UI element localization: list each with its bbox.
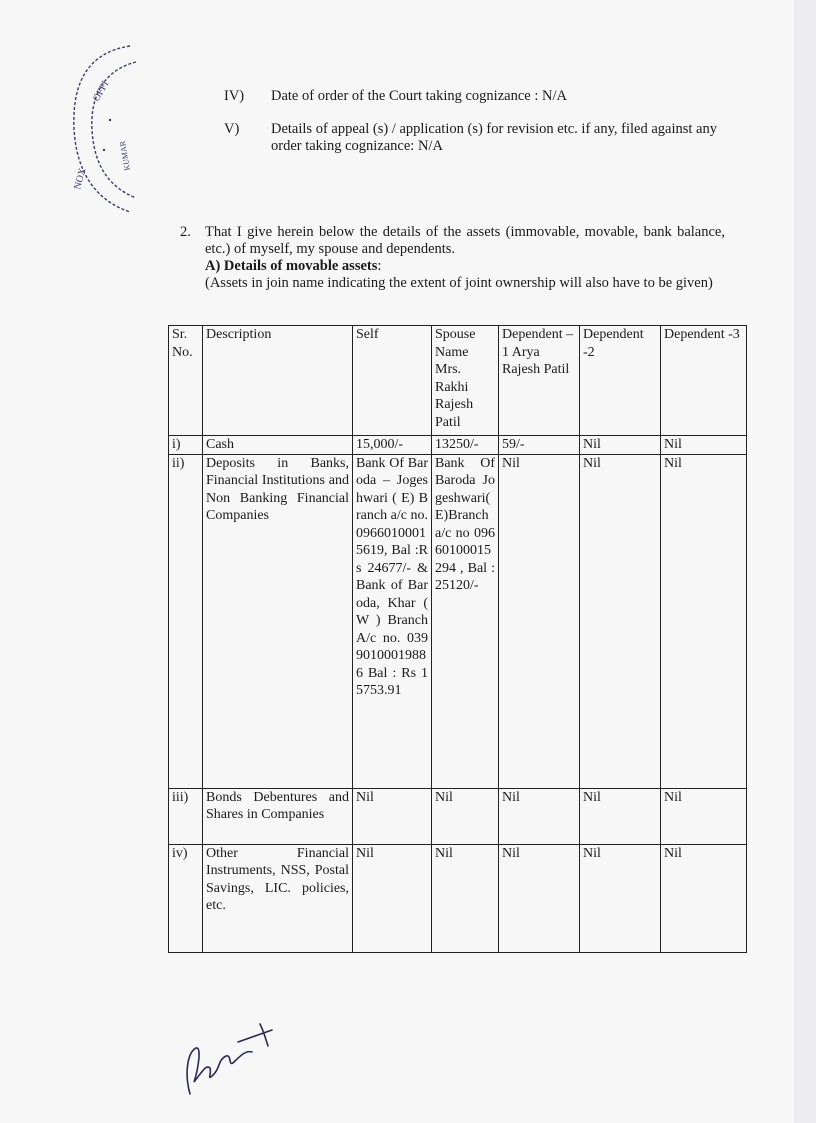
cell-dependent-3: Nil — [661, 454, 747, 788]
cell-spouse: Bank Of Baroda Jogeshwari( E)Branch a/c no 09660100015294 , Bal : 25120/- — [432, 454, 499, 788]
paragraph-2 — [180, 224, 725, 292]
cell-self: Nil — [353, 788, 432, 844]
table-row — [169, 436, 747, 455]
header-description: Description — [203, 326, 353, 436]
header-self: Self — [353, 326, 432, 436]
cell-dependent-3: Nil — [661, 844, 747, 952]
cell-sr: i) — [169, 436, 203, 455]
cell-self: Bank Of Baroda – Jogeshwari ( E) Branch a/c no. 09660100015619, Bal :Rs 24677/- & Bank of Baroda, Khar ( W ) Branch A/c no. 03990100019886 Bal : Rs 15753.91 — [353, 454, 432, 788]
cell-description: Deposits in Banks, Financial Institutions and Non Banking Financial Companies — [203, 454, 353, 788]
paragraph-note: (Assets in join name indicating the extent of joint ownership will also have to be given) — [205, 275, 713, 291]
section-heading-colon: : — [377, 258, 382, 274]
table-header-row — [169, 326, 747, 436]
movable-assets-table — [168, 325, 747, 953]
clause-text: Date of order of the Court taking cognizance : N/A — [271, 88, 567, 104]
table-row — [169, 454, 747, 788]
table-row — [169, 788, 747, 844]
paragraph-number: 2. — [180, 224, 191, 240]
header-spouse: Spouse Name Mrs. Rakhi Rajesh Patil — [432, 326, 499, 436]
cell-dependent-2: Nil — [580, 788, 661, 844]
cell-dependent-3: Nil — [661, 788, 747, 844]
cell-description: Cash — [203, 436, 353, 455]
cell-sr: ii) — [169, 454, 203, 788]
clause-text: Details of appeal (s) / application (s) for revision etc. if any, filed against any order taking cognizance: N/A — [271, 121, 717, 154]
cell-dependent-1: Nil — [499, 844, 580, 952]
cell-spouse: 13250/- — [432, 436, 499, 455]
cell-dependent-3: Nil — [661, 436, 747, 455]
cell-dependent-1: Nil — [499, 454, 580, 788]
seal-stamp-icon — [60, 40, 156, 218]
cell-dependent-2: Nil — [580, 454, 661, 788]
cell-dependent-2: Nil — [580, 436, 661, 455]
cell-spouse: Nil — [432, 844, 499, 952]
header-dependent-2: Dependent -2 — [580, 326, 661, 436]
cell-sr: iii) — [169, 788, 203, 844]
paragraph-intro: That I give herein below the details of the assets (immovable, movable, bank balance, etc.) of myself, my spouse and dependents. — [205, 224, 725, 257]
clause-number: V) — [224, 121, 240, 137]
clause-number: IV) — [224, 88, 245, 104]
section-heading: A) Details of movable assets — [205, 258, 378, 274]
header-dependent-1: Dependent – 1 Arya Rajesh Patil — [499, 326, 580, 436]
cell-dependent-1: 59/- — [499, 436, 580, 455]
cell-self: 15,000/- — [353, 436, 432, 455]
cell-sr: iv) — [169, 844, 203, 952]
svg-text:KUMAR: KUMAR — [117, 140, 132, 172]
cell-spouse: Nil — [432, 788, 499, 844]
svg-text:OFFI: OFFI — [91, 79, 112, 104]
cell-dependent-2: Nil — [580, 844, 661, 952]
table-row — [169, 844, 747, 952]
scan-edge — [794, 0, 816, 1123]
header-dependent-3: Dependent -3 — [661, 326, 747, 436]
cell-dependent-1: Nil — [499, 788, 580, 844]
cell-description: Bonds Debentures and Shares in Companies — [203, 788, 353, 844]
cell-description: Other Financial Instruments, NSS, Postal Savings, LIC. policies, etc. — [203, 844, 353, 952]
handwritten-signature-icon — [176, 1012, 286, 1102]
svg-text:NOX: NOX — [72, 166, 89, 191]
cell-self: Nil — [353, 844, 432, 952]
header-sr-no: Sr. No. — [169, 326, 203, 436]
